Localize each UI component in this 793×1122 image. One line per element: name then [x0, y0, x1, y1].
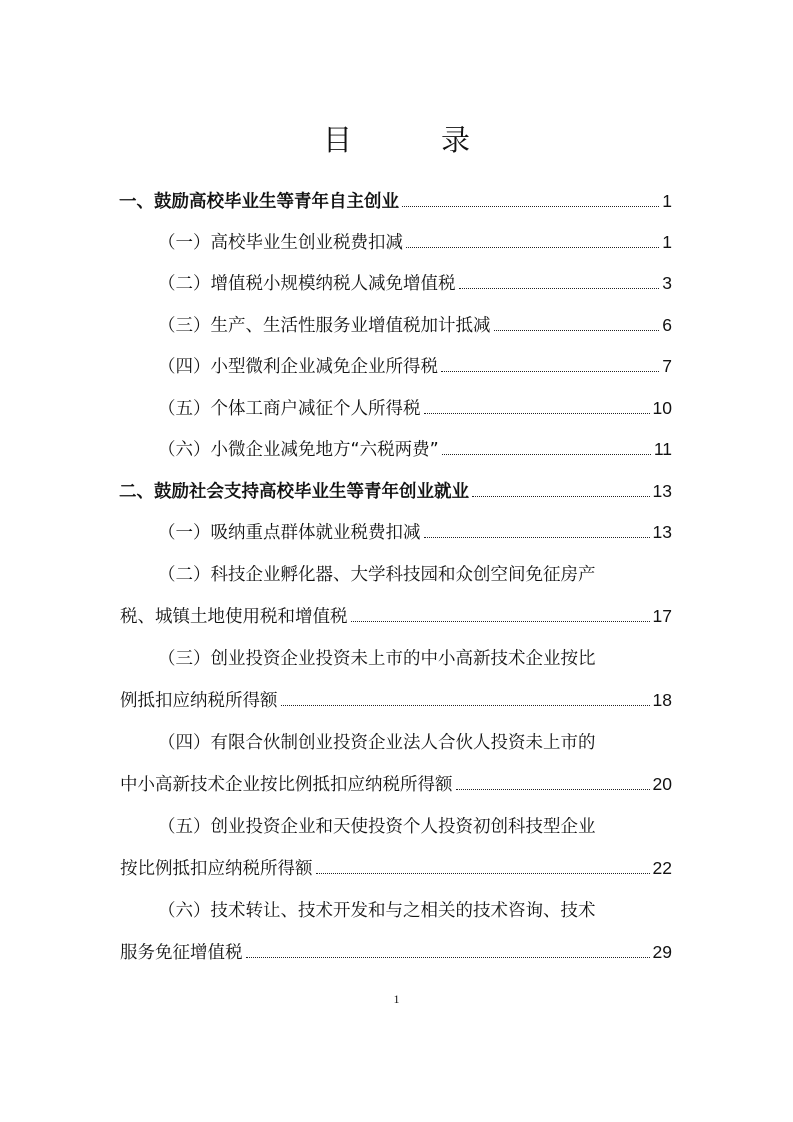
- toc-entry-page: 7: [662, 356, 672, 376]
- dot-leader: [402, 206, 659, 207]
- toc-entry[interactable]: [158, 270, 672, 300]
- toc-entry-text: 服务免征增值税: [120, 943, 243, 963]
- dot-leader: [281, 705, 650, 706]
- toc-entry-text: 税、城镇土地使用税和增值税: [120, 607, 348, 627]
- toc-entry-text: （五）创业投资企业和天使投资个人投资初创科技型企业: [158, 817, 596, 837]
- toc-entry-first-line[interactable]: [158, 813, 672, 843]
- toc-entry-page: 10: [652, 398, 672, 418]
- toc-entry-page: 22: [652, 858, 672, 878]
- toc-entry-second-line[interactable]: [120, 603, 672, 633]
- toc-entry-second-line[interactable]: [120, 771, 672, 801]
- toc-entry-text: （二）科技企业孵化器、大学科技园和众创空间免征房产: [158, 565, 596, 585]
- toc-entry-text: （四）有限合伙制创业投资企业法人合伙人投资未上市的: [158, 733, 596, 753]
- toc-entry-text: （四）小型微利企业减免企业所得税: [158, 357, 438, 377]
- toc-entry[interactable]: [158, 436, 672, 466]
- toc-entry-second-line[interactable]: [120, 939, 672, 969]
- toc-entry-page: 29: [652, 942, 672, 962]
- toc-entry-text: （二）增值税小规模纳税人减免增值税: [158, 274, 456, 294]
- dot-leader: [351, 621, 650, 622]
- dot-leader: [406, 247, 659, 248]
- toc-entry-page: 13: [652, 481, 672, 501]
- toc-entry[interactable]: [158, 353, 672, 383]
- toc-entry[interactable]: [158, 312, 672, 342]
- toc-entry-first-line[interactable]: [158, 897, 672, 927]
- toc-entry-text: 按比例抵扣应纳税所得额: [120, 859, 313, 879]
- toc-entry-text: （三）创业投资企业投资未上市的中小高新技术企业按比: [158, 649, 596, 669]
- dot-leader: [456, 789, 650, 790]
- toc-entry-page: 13: [652, 522, 672, 542]
- dot-leader: [472, 496, 650, 497]
- dot-leader: [442, 454, 651, 455]
- toc-entry-second-line[interactable]: [120, 855, 672, 885]
- toc-entry-first-line[interactable]: [158, 729, 672, 759]
- toc-entry-page: 6: [662, 315, 672, 335]
- toc-entry-text: 一、鼓励高校毕业生等青年自主创业: [119, 192, 399, 212]
- toc-entry-text: （五）个体工商户减征个人所得税: [158, 399, 421, 419]
- toc-entry[interactable]: [158, 519, 672, 549]
- dot-leader: [441, 371, 659, 372]
- toc-entry-text: （三）生产、生活性服务业增值税加计抵减: [158, 316, 491, 336]
- dot-leader: [494, 330, 660, 331]
- toc-entry-text: （一）高校毕业生创业税费扣减: [158, 233, 403, 253]
- toc-entry-page: 17: [652, 606, 672, 626]
- toc-entry-page: 11: [653, 439, 672, 459]
- toc-entry-text: （六）技术转让、技术开发和与之相关的技术咨询、技术: [158, 901, 596, 921]
- toc-entry-first-line[interactable]: [158, 645, 672, 675]
- toc-entry-text: （六）小微企业减免地方“六税两费”: [158, 440, 439, 460]
- toc-entry-first-line[interactable]: [158, 561, 672, 591]
- toc-entry-text: 例抵扣应纳税所得额: [120, 691, 278, 711]
- toc-entry[interactable]: [119, 478, 672, 508]
- toc-entry-page: 18: [652, 690, 672, 710]
- toc-entry[interactable]: [119, 188, 672, 218]
- toc-entry[interactable]: [158, 229, 672, 259]
- dot-leader: [246, 957, 650, 958]
- toc-entry-page: 1: [662, 191, 672, 211]
- dot-leader: [459, 288, 660, 289]
- toc-entry[interactable]: [158, 395, 672, 425]
- toc-entry-page: 3: [662, 273, 672, 293]
- dot-leader: [424, 537, 650, 538]
- toc-entry-second-line[interactable]: [120, 687, 672, 717]
- page-title: 目 录: [322, 123, 500, 157]
- toc-entry-page: 20: [652, 774, 672, 794]
- dot-leader: [424, 413, 650, 414]
- toc-entry-page: 1: [662, 232, 672, 252]
- toc-entry-text: 中小高新技术企业按比例抵扣应纳税所得额: [120, 775, 453, 795]
- toc-entry-text: （一）吸纳重点群体就业税费扣减: [158, 523, 421, 543]
- toc-entry-text: 二、鼓励社会支持高校毕业生等青年创业就业: [119, 482, 469, 502]
- page-number: 1: [393, 992, 400, 1006]
- dot-leader: [316, 873, 650, 874]
